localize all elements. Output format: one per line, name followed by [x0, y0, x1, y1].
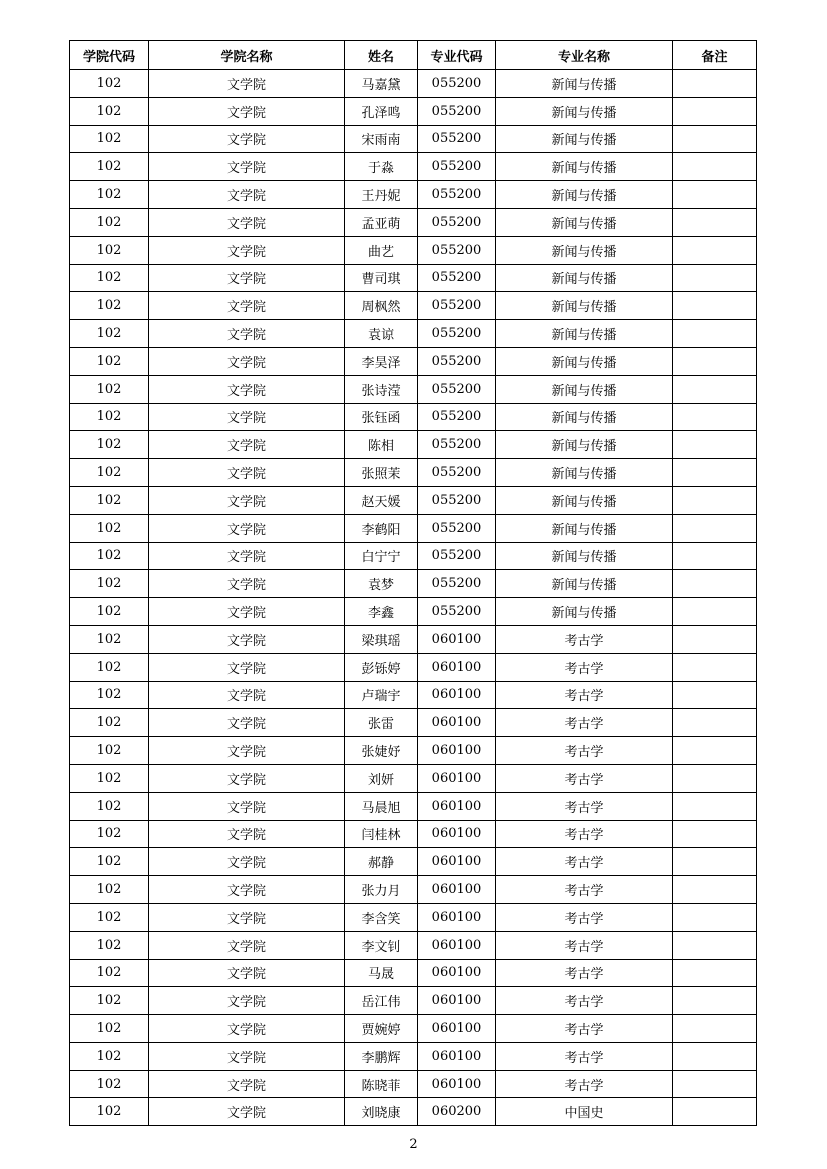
- college-code-cell: 102: [70, 903, 149, 931]
- college-code-cell: 102: [70, 320, 149, 348]
- college-code-cell: 102: [70, 792, 149, 820]
- remarks-cell: [673, 375, 757, 403]
- college-code-cell: 102: [70, 1098, 149, 1126]
- major-code-cell: 055200: [418, 236, 496, 264]
- table-row: [70, 959, 757, 987]
- college-name-cell: 文学院: [149, 514, 345, 542]
- major-code-cell: 055200: [418, 320, 496, 348]
- college-name-cell: 文学院: [149, 792, 345, 820]
- major-name-cell: 新闻与传播: [496, 542, 673, 570]
- college-name-cell: 文学院: [149, 153, 345, 181]
- major-name-cell: 中国史: [496, 1098, 673, 1126]
- college-name-cell: 文学院: [149, 570, 345, 598]
- table-row: [70, 903, 757, 931]
- remarks-cell: [673, 486, 757, 514]
- college-name-cell: 文学院: [149, 625, 345, 653]
- major-code-cell: 060100: [418, 625, 496, 653]
- table-row: [70, 542, 757, 570]
- college-code-cell: 102: [70, 625, 149, 653]
- table-row: [70, 1098, 757, 1126]
- table-row: [70, 876, 757, 904]
- table-row: [70, 403, 757, 431]
- major-code-cell: 060100: [418, 764, 496, 792]
- major-name-cell: 考古学: [496, 959, 673, 987]
- college-code-cell: 102: [70, 737, 149, 765]
- remarks-cell: [673, 653, 757, 681]
- table-row: [70, 431, 757, 459]
- student-name-cell: 曲艺: [345, 236, 418, 264]
- college-code-cell: 102: [70, 542, 149, 570]
- major-name-cell: 考古学: [496, 653, 673, 681]
- college-name-cell: 文学院: [149, 820, 345, 848]
- major-code-cell: 055200: [418, 403, 496, 431]
- student-name-cell: 闫桂林: [345, 820, 418, 848]
- header-college-name: 学院名称: [149, 41, 345, 70]
- table-row: [70, 264, 757, 292]
- college-name-cell: 文学院: [149, 375, 345, 403]
- college-code-cell: 102: [70, 709, 149, 737]
- major-name-cell: 新闻与传播: [496, 514, 673, 542]
- college-code-cell: 102: [70, 486, 149, 514]
- student-name-cell: 孟亚萌: [345, 208, 418, 236]
- college-code-cell: 102: [70, 570, 149, 598]
- table-row: [70, 653, 757, 681]
- major-code-cell: 055200: [418, 598, 496, 626]
- table-row: [70, 1070, 757, 1098]
- major-name-cell: 新闻与传播: [496, 181, 673, 209]
- major-name-cell: 考古学: [496, 737, 673, 765]
- college-name-cell: 文学院: [149, 236, 345, 264]
- header-student-name: 姓名: [345, 41, 418, 70]
- remarks-cell: [673, 820, 757, 848]
- header-remarks: 备注: [673, 41, 757, 70]
- table-row: [70, 375, 757, 403]
- major-name-cell: 考古学: [496, 764, 673, 792]
- major-name-cell: 新闻与传播: [496, 70, 673, 98]
- student-name-cell: 张照茉: [345, 459, 418, 487]
- major-name-cell: 考古学: [496, 820, 673, 848]
- college-code-cell: 102: [70, 931, 149, 959]
- table-header-row: [70, 41, 757, 70]
- table-row: [70, 125, 757, 153]
- college-name-cell: 文学院: [149, 292, 345, 320]
- college-name-cell: 文学院: [149, 125, 345, 153]
- college-name-cell: 文学院: [149, 987, 345, 1015]
- header-college-code: 学院代码: [70, 41, 149, 70]
- remarks-cell: [673, 681, 757, 709]
- table-row: [70, 486, 757, 514]
- college-code-cell: 102: [70, 514, 149, 542]
- college-code-cell: 102: [70, 459, 149, 487]
- college-code-cell: 102: [70, 208, 149, 236]
- major-code-cell: 055200: [418, 208, 496, 236]
- major-code-cell: 055200: [418, 153, 496, 181]
- table-row: [70, 208, 757, 236]
- remarks-cell: [673, 876, 757, 904]
- college-code-cell: 102: [70, 431, 149, 459]
- major-code-cell: 060100: [418, 737, 496, 765]
- student-name-cell: 马晟: [345, 959, 418, 987]
- major-code-cell: 055200: [418, 292, 496, 320]
- header-major-code: 专业代码: [418, 41, 496, 70]
- college-name-cell: 文学院: [149, 653, 345, 681]
- college-code-cell: 102: [70, 375, 149, 403]
- major-name-cell: 考古学: [496, 931, 673, 959]
- major-name-cell: 新闻与传播: [496, 347, 673, 375]
- remarks-cell: [673, 931, 757, 959]
- table-row: [70, 987, 757, 1015]
- student-name-cell: 袁谅: [345, 320, 418, 348]
- remarks-cell: [673, 1042, 757, 1070]
- college-name-cell: 文学院: [149, 1070, 345, 1098]
- major-name-cell: 新闻与传播: [496, 236, 673, 264]
- major-name-cell: 考古学: [496, 987, 673, 1015]
- remarks-cell: [673, 264, 757, 292]
- table-row: [70, 459, 757, 487]
- college-name-cell: 文学院: [149, 403, 345, 431]
- major-code-cell: 060100: [418, 792, 496, 820]
- college-name-cell: 文学院: [149, 97, 345, 125]
- college-name-cell: 文学院: [149, 459, 345, 487]
- major-code-cell: 060100: [418, 931, 496, 959]
- major-code-cell: 060100: [418, 959, 496, 987]
- student-name-cell: 彭铄婷: [345, 653, 418, 681]
- college-code-cell: 102: [70, 181, 149, 209]
- student-name-cell: 曹司琪: [345, 264, 418, 292]
- major-code-cell: 060100: [418, 820, 496, 848]
- college-name-cell: 文学院: [149, 598, 345, 626]
- table-row: [70, 153, 757, 181]
- student-name-cell: 岳江伟: [345, 987, 418, 1015]
- remarks-cell: [673, 514, 757, 542]
- college-name-cell: 文学院: [149, 903, 345, 931]
- student-name-cell: 袁梦: [345, 570, 418, 598]
- table-row: [70, 764, 757, 792]
- major-name-cell: 考古学: [496, 709, 673, 737]
- student-name-cell: 张婕妤: [345, 737, 418, 765]
- major-name-cell: 新闻与传播: [496, 153, 673, 181]
- college-name-cell: 文学院: [149, 959, 345, 987]
- student-name-cell: 马晨旭: [345, 792, 418, 820]
- major-code-cell: 055200: [418, 97, 496, 125]
- student-name-cell: 李昊泽: [345, 347, 418, 375]
- major-name-cell: 新闻与传播: [496, 459, 673, 487]
- table-row: [70, 1042, 757, 1070]
- college-code-cell: 102: [70, 264, 149, 292]
- major-code-cell: 060100: [418, 681, 496, 709]
- remarks-cell: [673, 153, 757, 181]
- major-code-cell: 055200: [418, 486, 496, 514]
- remarks-cell: [673, 236, 757, 264]
- student-name-cell: 张雷: [345, 709, 418, 737]
- table-row: [70, 97, 757, 125]
- major-code-cell: 060100: [418, 903, 496, 931]
- college-code-cell: 102: [70, 681, 149, 709]
- remarks-cell: [673, 347, 757, 375]
- major-name-cell: 新闻与传播: [496, 264, 673, 292]
- table-row: [70, 1015, 757, 1043]
- student-name-cell: 张诗滢: [345, 375, 418, 403]
- table-row: [70, 570, 757, 598]
- college-name-cell: 文学院: [149, 876, 345, 904]
- table-row: [70, 709, 757, 737]
- college-name-cell: 文学院: [149, 320, 345, 348]
- college-code-cell: 102: [70, 876, 149, 904]
- college-code-cell: 102: [70, 848, 149, 876]
- student-name-cell: 周枫然: [345, 292, 418, 320]
- remarks-cell: [673, 737, 757, 765]
- major-code-cell: 060100: [418, 1015, 496, 1043]
- page-number: 2: [409, 1137, 418, 1152]
- college-name-cell: 文学院: [149, 681, 345, 709]
- remarks-cell: [673, 903, 757, 931]
- college-code-cell: 102: [70, 764, 149, 792]
- table-row: [70, 625, 757, 653]
- remarks-cell: [673, 1070, 757, 1098]
- remarks-cell: [673, 320, 757, 348]
- student-name-cell: 刘妍: [345, 764, 418, 792]
- remarks-cell: [673, 70, 757, 98]
- major-code-cell: 055200: [418, 431, 496, 459]
- remarks-cell: [673, 848, 757, 876]
- college-code-cell: 102: [70, 70, 149, 98]
- major-code-cell: 055200: [418, 125, 496, 153]
- major-name-cell: 新闻与传播: [496, 375, 673, 403]
- remarks-cell: [673, 292, 757, 320]
- major-code-cell: 055200: [418, 181, 496, 209]
- student-name-cell: 孔泽鸣: [345, 97, 418, 125]
- table-row: [70, 931, 757, 959]
- remarks-cell: [673, 542, 757, 570]
- college-code-cell: 102: [70, 403, 149, 431]
- college-name-cell: 文学院: [149, 848, 345, 876]
- remarks-cell: [673, 1015, 757, 1043]
- remarks-cell: [673, 208, 757, 236]
- major-name-cell: 考古学: [496, 792, 673, 820]
- major-code-cell: 055200: [418, 347, 496, 375]
- major-code-cell: 060100: [418, 653, 496, 681]
- major-code-cell: 055200: [418, 459, 496, 487]
- college-name-cell: 文学院: [149, 70, 345, 98]
- remarks-cell: [673, 598, 757, 626]
- college-code-cell: 102: [70, 653, 149, 681]
- college-code-cell: 102: [70, 820, 149, 848]
- table-row: [70, 236, 757, 264]
- student-name-cell: 于淼: [345, 153, 418, 181]
- major-name-cell: 新闻与传播: [496, 97, 673, 125]
- college-code-cell: 102: [70, 1070, 149, 1098]
- major-code-cell: 060200: [418, 1098, 496, 1126]
- college-code-cell: 102: [70, 153, 149, 181]
- table-row: [70, 848, 757, 876]
- major-name-cell: 考古学: [496, 876, 673, 904]
- student-name-cell: 宋雨南: [345, 125, 418, 153]
- table-row: [70, 320, 757, 348]
- college-name-cell: 文学院: [149, 542, 345, 570]
- student-name-cell: 马嘉黛: [345, 70, 418, 98]
- college-name-cell: 文学院: [149, 431, 345, 459]
- college-name-cell: 文学院: [149, 709, 345, 737]
- college-name-cell: 文学院: [149, 931, 345, 959]
- major-code-cell: 055200: [418, 264, 496, 292]
- major-name-cell: 考古学: [496, 1015, 673, 1043]
- table-row: [70, 347, 757, 375]
- major-name-cell: 考古学: [496, 848, 673, 876]
- major-name-cell: 新闻与传播: [496, 486, 673, 514]
- remarks-cell: [673, 403, 757, 431]
- student-name-cell: 张钰函: [345, 403, 418, 431]
- major-code-cell: 060100: [418, 709, 496, 737]
- college-name-cell: 文学院: [149, 1015, 345, 1043]
- remarks-cell: [673, 459, 757, 487]
- table-row: [70, 70, 757, 98]
- remarks-cell: [673, 987, 757, 1015]
- major-name-cell: 考古学: [496, 681, 673, 709]
- college-name-cell: 文学院: [149, 1042, 345, 1070]
- college-code-cell: 102: [70, 125, 149, 153]
- student-name-cell: 白宁宁: [345, 542, 418, 570]
- major-code-cell: 055200: [418, 375, 496, 403]
- major-code-cell: 055200: [418, 70, 496, 98]
- major-name-cell: 新闻与传播: [496, 403, 673, 431]
- college-code-cell: 102: [70, 987, 149, 1015]
- college-code-cell: 102: [70, 292, 149, 320]
- major-code-cell: 060100: [418, 1042, 496, 1070]
- remarks-cell: [673, 1098, 757, 1126]
- college-name-cell: 文学院: [149, 181, 345, 209]
- major-name-cell: 新闻与传播: [496, 292, 673, 320]
- college-code-cell: 102: [70, 236, 149, 264]
- table-row: [70, 181, 757, 209]
- major-code-cell: 055200: [418, 570, 496, 598]
- table-row: [70, 598, 757, 626]
- major-name-cell: 新闻与传播: [496, 320, 673, 348]
- remarks-cell: [673, 570, 757, 598]
- major-code-cell: 060100: [418, 1070, 496, 1098]
- remarks-cell: [673, 431, 757, 459]
- student-name-cell: 李鹏辉: [345, 1042, 418, 1070]
- college-code-cell: 102: [70, 959, 149, 987]
- college-name-cell: 文学院: [149, 208, 345, 236]
- major-name-cell: 考古学: [496, 1070, 673, 1098]
- college-name-cell: 文学院: [149, 347, 345, 375]
- student-name-cell: 李鹤阳: [345, 514, 418, 542]
- major-name-cell: 新闻与传播: [496, 570, 673, 598]
- table-row: [70, 820, 757, 848]
- remarks-cell: [673, 181, 757, 209]
- student-name-cell: 李文钊: [345, 931, 418, 959]
- remarks-cell: [673, 709, 757, 737]
- remarks-cell: [673, 764, 757, 792]
- major-name-cell: 新闻与传播: [496, 125, 673, 153]
- major-code-cell: 060100: [418, 987, 496, 1015]
- college-code-cell: 102: [70, 598, 149, 626]
- student-name-cell: 贾婉婷: [345, 1015, 418, 1043]
- table-row: [70, 737, 757, 765]
- college-code-cell: 102: [70, 97, 149, 125]
- college-name-cell: 文学院: [149, 764, 345, 792]
- college-name-cell: 文学院: [149, 486, 345, 514]
- student-name-cell: 赵天媛: [345, 486, 418, 514]
- student-name-cell: 卢瑞宇: [345, 681, 418, 709]
- student-name-cell: 陈晓菲: [345, 1070, 418, 1098]
- major-name-cell: 考古学: [496, 1042, 673, 1070]
- major-code-cell: 055200: [418, 514, 496, 542]
- major-name-cell: 新闻与传播: [496, 598, 673, 626]
- college-name-cell: 文学院: [149, 264, 345, 292]
- major-name-cell: 考古学: [496, 625, 673, 653]
- remarks-cell: [673, 792, 757, 820]
- student-name-cell: 郝静: [345, 848, 418, 876]
- college-name-cell: 文学院: [149, 1098, 345, 1126]
- student-name-cell: 陈相: [345, 431, 418, 459]
- major-name-cell: 新闻与传播: [496, 208, 673, 236]
- major-code-cell: 060100: [418, 848, 496, 876]
- college-code-cell: 102: [70, 347, 149, 375]
- student-name-cell: 李含笑: [345, 903, 418, 931]
- college-code-cell: 102: [70, 1042, 149, 1070]
- table-row: [70, 681, 757, 709]
- header-major-name: 专业名称: [496, 41, 673, 70]
- student-name-cell: 张力月: [345, 876, 418, 904]
- major-code-cell: 060100: [418, 876, 496, 904]
- college-code-cell: 102: [70, 1015, 149, 1043]
- roster-table: [69, 40, 757, 1126]
- table-row: [70, 792, 757, 820]
- student-name-cell: 刘晓康: [345, 1098, 418, 1126]
- table-row: [70, 292, 757, 320]
- major-name-cell: 考古学: [496, 903, 673, 931]
- table-row: [70, 514, 757, 542]
- college-name-cell: 文学院: [149, 737, 345, 765]
- major-code-cell: 055200: [418, 542, 496, 570]
- student-name-cell: 梁琪瑶: [345, 625, 418, 653]
- remarks-cell: [673, 125, 757, 153]
- remarks-cell: [673, 97, 757, 125]
- major-name-cell: 新闻与传播: [496, 431, 673, 459]
- remarks-cell: [673, 625, 757, 653]
- remarks-cell: [673, 959, 757, 987]
- student-name-cell: 李鑫: [345, 598, 418, 626]
- student-name-cell: 王丹妮: [345, 181, 418, 209]
